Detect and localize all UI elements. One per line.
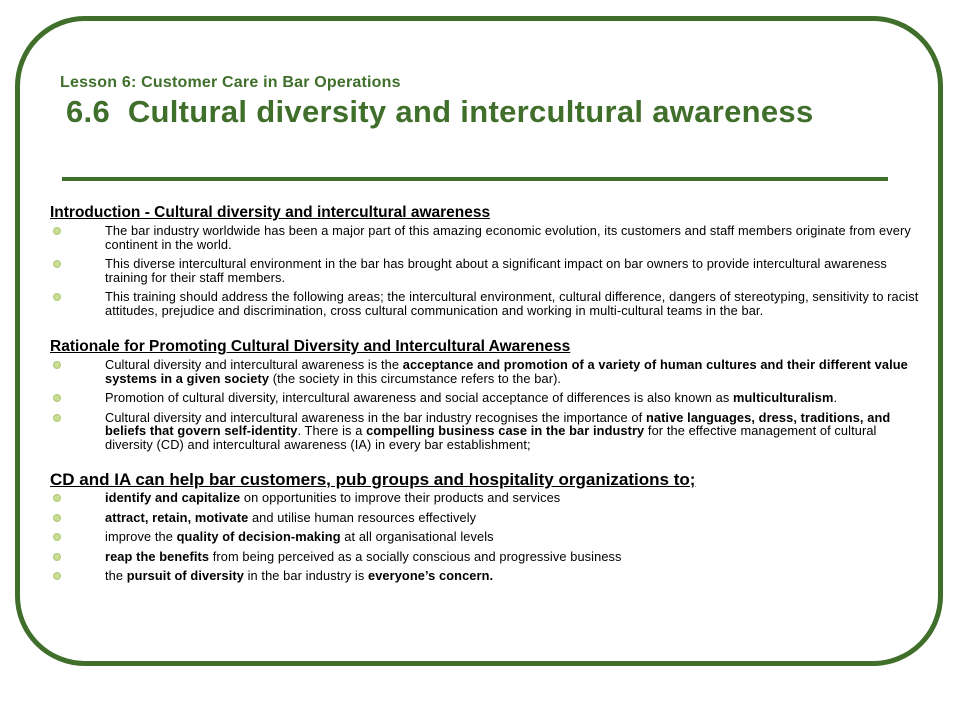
list-item: identify and capitalize on opportunities to improve their products and services bbox=[50, 491, 920, 505]
title-block bbox=[60, 74, 900, 130]
list-item: attract, retain, motivate and utilise human resources effectively bbox=[50, 511, 920, 525]
list-item: Cultural diversity and intercultural awareness in the bar industry recognises the importance of native languages, dress, traditions, and beliefs that govern self-identity. There is a compelling business case in the bar industry for the effective management of cultural diversity (CD) and intercultural awareness (IA) in every bar establishment; bbox=[50, 411, 920, 452]
list-item: Cultural diversity and intercultural awareness is the acceptance and promotion of a variety of human cultures and their different value systems in a given society (the society in this circumstance refers to the bar). bbox=[50, 358, 920, 385]
benefits-heading: CD and IA can help bar customers, pub groups and hospitality organizations to; bbox=[50, 470, 696, 489]
list-item: improve the quality of decision-making at all organisational levels bbox=[50, 530, 920, 544]
list-item: reap the benefits from being perceived as a socially conscious and progressive business bbox=[50, 550, 920, 564]
page-title bbox=[60, 94, 900, 130]
section-title: Cultural diversity and intercultural awareness bbox=[127, 94, 814, 129]
list-item: The bar industry worldwide has been a major part of this amazing economic evolution, its customers and staff members originate from every continent in the world. bbox=[50, 224, 920, 251]
rationale-list bbox=[50, 358, 920, 451]
list-item: Promotion of cultural diversity, intercultural awareness and social acceptance of differences is also known as multiculturalism. bbox=[50, 391, 920, 405]
slide-content bbox=[50, 203, 920, 589]
list-item: the pursuit of diversity in the bar industry is everyone’s concern. bbox=[50, 569, 920, 583]
intro-list bbox=[50, 224, 920, 317]
lesson-label: Lesson 6: Customer Care in Bar Operations bbox=[60, 74, 401, 91]
section-number: 6.6 bbox=[66, 94, 110, 129]
list-item: This diverse intercultural environment in the bar has brought about a significant impact on bar owners to provide intercultural awareness training for their staff members. bbox=[50, 257, 920, 284]
intro-heading: Introduction - Cultural diversity and intercultural awareness bbox=[50, 204, 491, 221]
title-divider bbox=[62, 177, 888, 181]
list-item: This training should address the following areas; the intercultural environment, cultural difference, dangers of stereotyping, sensitivity to racist attitudes, prejudice and discrimination, cross cultural communication and working in multi-cultural teams in the bar. bbox=[50, 290, 920, 317]
rationale-heading: Rationale for Promoting Cultural Diversity and Intercultural Awareness bbox=[50, 338, 571, 355]
benefits-list bbox=[50, 491, 920, 583]
